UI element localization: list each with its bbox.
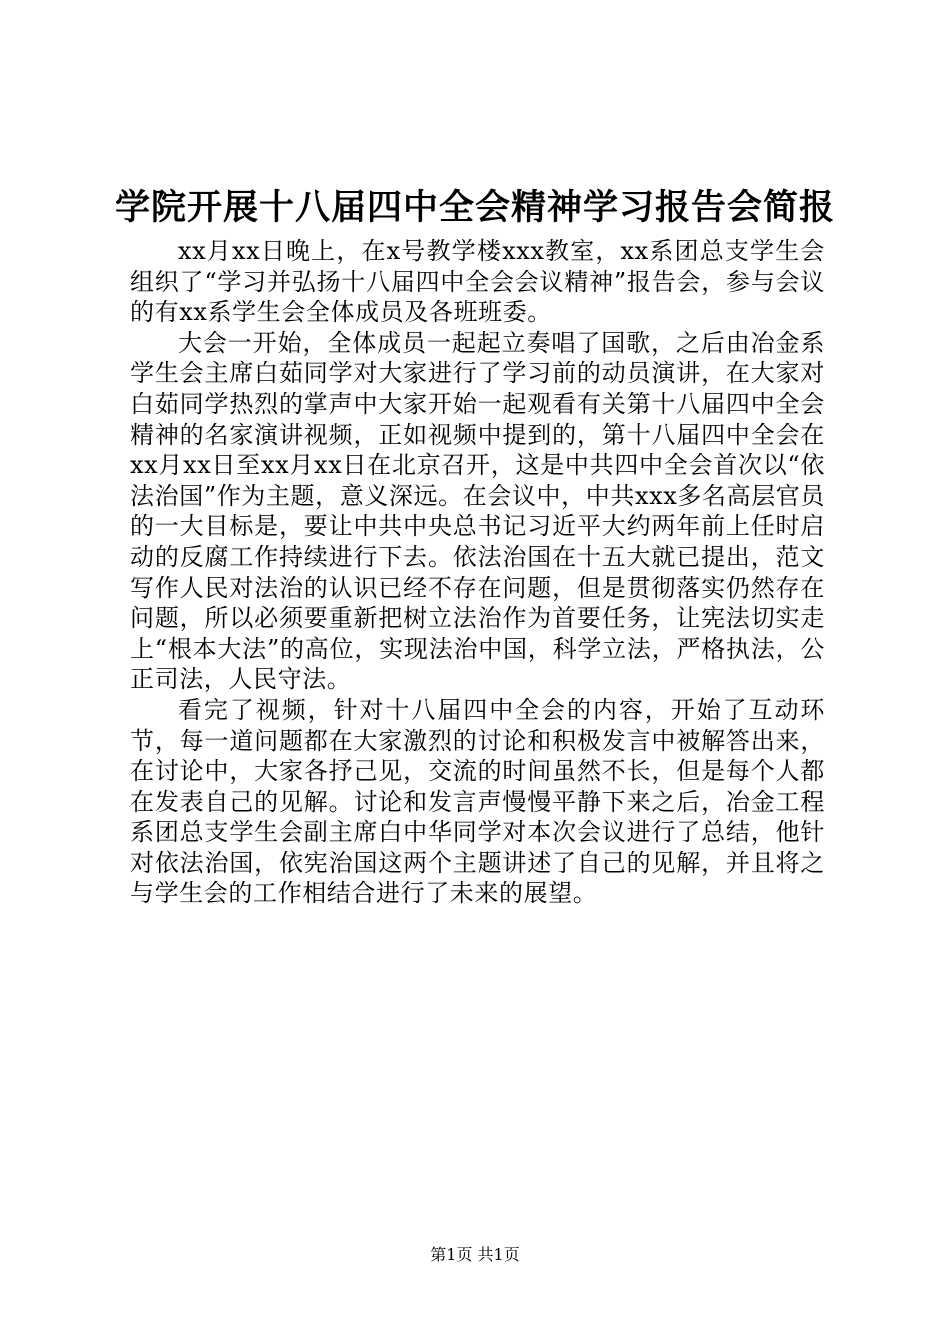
paragraph-3: 看完了视频，针对十八届四中全会的内容，开始了互动环节，每一道问题都在大家激烈的讨论和积极发言中被解答出来，在讨论中，大家各抒己见，交流的时间虽然不长，但是每个人都在发表自己的见解。讨论和发言声慢慢平静下来之后，冶金工程系团总支学生会副主席白中华同学对本次会议进行了总结，他针对依法治国，依宪治国这两个主题讲述了自己的见解，并且将之与学生会的工作相结合进行了未来的展望。 [130,695,825,908]
document-title: 学院开展十八届四中全会精神学习报告会简报 [114,187,835,228]
paragraph-2: 大会一开始，全体成员一起起立奏唱了国歌，之后由冶金系学生会主席白茹同学对大家进行了学习前的动员演讲，在大家对白茹同学热烈的掌声中大家开始一起观看有关第十八届四中全会精神的名家演讲视频，正如视频中提到的，第十八届四中全会在xx月xx日至xx月xx日在北京召开，这是中共四中全会首次以“依法治国”作为主题，意义深远。在会议中，中共xxx多名高层官员的一大目标是，要让中共中央总书记习近平大约两年前上任时启动的反腐工作持续进行下去。依法治国在十五大就已提出，范文写作人民对法治的认识已经不存在问题，但是贯彻落实仍然存在问题，所以必须要重新把树立法治作为首要任务，让宪法切实走上“根本大法”的高位，实现法治中国，科学立法，严格执法，公正司法，人民守法。 [130,328,825,694]
paragraph-1: xx月xx日晚上，在x号教学楼xxx教室，xx系团总支学生会组织了“学习并弘扬十八届四中全会会议精神”报告会，参与会议的有xx系学生会全体成员及各班班委。 [130,237,825,327]
page-footer: 第1页 共1页 [430,1245,520,1264]
document-body [130,236,825,909]
